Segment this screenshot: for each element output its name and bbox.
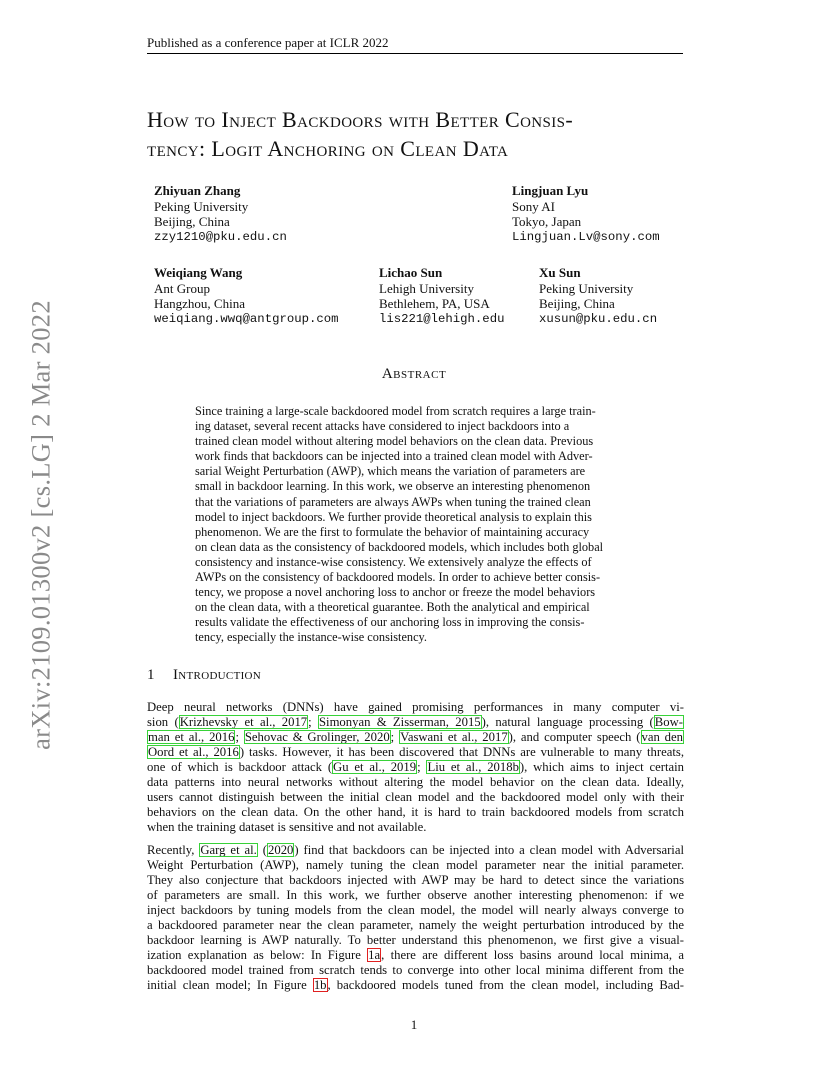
header-rule xyxy=(147,53,683,54)
arxiv-sidebar xyxy=(17,290,65,760)
abstract-line: that the variations of parameters are always AWPs when tuning the trained clean xyxy=(195,494,591,509)
text-line: Weight Perturbation (AWP), namely tuning the clean model parameter near the initial parameter. xyxy=(147,858,684,873)
abstract-line: tency, especially the instance-wise consistency. xyxy=(195,630,427,645)
citation-link[interactable]: 2020 xyxy=(268,843,294,857)
intro-paragraph-1 xyxy=(147,700,684,835)
citation-link[interactable]: Gu et al., 2019 xyxy=(333,760,417,775)
section-heading xyxy=(147,667,261,684)
author-affiliation: Lehigh University xyxy=(379,280,474,296)
citation-link[interactable]: Sehovac & Grolinger, 2020 xyxy=(244,730,390,745)
text-line: behaviors on the clean data. On the other hand, it is hard to train backdoored models from scratch xyxy=(147,805,684,820)
abstract-line: work finds that backdoors can be injected into a trained clean model with Adver- xyxy=(195,449,593,464)
author-location: Bethlehem, PA, USA xyxy=(379,296,490,311)
text-run: ; xyxy=(390,730,400,745)
text-line xyxy=(147,843,684,858)
author-name: Zhiyuan Zhang xyxy=(154,183,241,198)
text-line xyxy=(147,948,684,963)
text-run: ), which aims to inject certain xyxy=(519,760,684,775)
text-run: one of which is backdoor attack ( xyxy=(147,760,333,775)
text-run: , there are different loss basins around local minima, a xyxy=(381,948,684,963)
citation-link[interactable]: Vaswani et al., 2017 xyxy=(400,730,508,745)
text-line: backdoored model trained from scratch tends to converge into other local minima different from the xyxy=(147,963,684,978)
abstract-line: consistency and instance-wise consistency. We extensively analyze the effects of xyxy=(195,554,592,569)
author-affiliation: Peking University xyxy=(154,198,249,214)
text-run: initial clean model; In Figure xyxy=(147,978,313,993)
abstract-line: model to inject backdoors. We further provide theoretical analysis to explain this xyxy=(195,509,592,524)
abstract-line: phenomenon. We are the first to formulate the behavior of maintaining accuracy xyxy=(195,524,590,539)
abstract-line: Since training a large-scale backdoored model from scratch requires a large train- xyxy=(195,404,596,418)
author-block xyxy=(154,183,287,245)
abstract-line: results validate the effectiveness of our anchoring loss in improving the consis- xyxy=(195,615,585,630)
paper-title xyxy=(147,105,707,163)
text-line xyxy=(147,745,684,760)
author-location: Hangzhou, China xyxy=(154,296,245,311)
text-line: a backdoored parameter near the clean parameter, namely the weight perturbation introduced by the xyxy=(147,918,684,933)
text-run: ), and computer speech ( xyxy=(508,730,641,745)
author-block xyxy=(379,265,504,327)
author-name: Lingjuan Lyu xyxy=(512,183,589,198)
figure-reference-link[interactable]: 1b xyxy=(313,978,327,993)
text-line: backdoor learning is AWP naturally. To better understand this phenomenon, we first give a visual- xyxy=(147,933,684,948)
text-run: ) find that backdoors can be injected into a clean model with Adversarial xyxy=(294,843,684,857)
citation-link[interactable]: Simonyan & Zisserman, 2015 xyxy=(318,715,481,730)
text-run: Recently, xyxy=(147,843,200,857)
text-line xyxy=(147,715,684,730)
author-location: Tokyo, Japan xyxy=(512,214,582,229)
page-number: 1 xyxy=(410,1017,418,1032)
text-line xyxy=(147,760,684,775)
arxiv-identifier: arXiv:2109.01300v2 [cs.LG] 2 Mar 2022 xyxy=(25,300,56,750)
author-location: Beijing, China xyxy=(539,296,615,311)
text-line xyxy=(147,730,684,745)
text-line: data patterns into neural networks without altering the model behavior on the clean data. Ideally, xyxy=(147,775,684,790)
abstract-line: trained clean model without altering model behaviors on the clean data. Previous xyxy=(195,434,594,449)
text-run: sion ( xyxy=(147,715,179,730)
author-email[interactable]: xusun@pku.edu.cn xyxy=(539,311,658,326)
text-line: Deep neural networks (DNNs) have gained promising performances in many computer vi- xyxy=(147,700,684,714)
author-affiliation: Sony AI xyxy=(512,198,555,214)
author-affiliation: Peking University xyxy=(539,280,634,296)
citation-link[interactable]: van den xyxy=(641,730,683,745)
text-line: when the training dataset is sensitive and not available. xyxy=(147,820,427,835)
text-run: ) tasks. However, it has been discovered that DNNs are vulnerable to many threats, xyxy=(239,745,684,760)
author-email[interactable]: lis221@lehigh.edu xyxy=(379,311,505,326)
author-email[interactable]: Lingjuan.Lv@sony.com xyxy=(512,229,660,244)
running-header: Published as a conference paper at ICLR 2022 xyxy=(147,35,389,50)
abstract-line: small in backdoor learning. In this work, we observe an interesting phenomenon xyxy=(195,479,591,494)
text-run: ; xyxy=(235,730,244,745)
text-line: users cannot distinguish between the initial clean model and the backdoored model only with their xyxy=(147,790,684,805)
author-block xyxy=(512,183,660,245)
author-name: Lichao Sun xyxy=(379,265,443,280)
author-email[interactable]: zzy1210@pku.edu.cn xyxy=(154,229,287,244)
author-block xyxy=(154,265,338,327)
intro-paragraph-2 xyxy=(147,843,684,993)
citation-link[interactable]: Liu et al., 2018b xyxy=(427,760,519,775)
text-run: ), natural language processing ( xyxy=(481,715,654,730)
citation-link[interactable]: Krizhevsky et al., 2017 xyxy=(179,715,308,730)
abstract-line: tency, we propose a novel anchoring loss to anchor or freeze the model behaviors xyxy=(195,585,596,600)
abstract-heading: Abstract xyxy=(381,366,447,382)
abstract-line: ing dataset, several recent attacks have considered to inject backdoors into a xyxy=(195,419,570,434)
figure-reference-link[interactable]: 1a xyxy=(368,948,381,963)
section-number: 1 xyxy=(147,667,155,683)
abstract-line: on the clean data, with a theoretical guarantee. Both the analytical and empirical xyxy=(195,600,590,615)
text-line: of parameters are small. In this work, we further observe another interesting phenomenon: if we xyxy=(147,888,684,903)
section-title: Introduction xyxy=(173,667,262,683)
text-run: ; xyxy=(308,715,318,730)
abstract-line: on clean data as the consistency of backdoored models, which includes both global xyxy=(195,539,604,554)
citation-link[interactable]: man et al., 2016 xyxy=(148,730,235,745)
abstract-line: AWPs on the consistency of backdoored models. In order to achieve better consis- xyxy=(195,570,601,585)
text-line: inject backdoors by tuning models from the clean model, the model will nearly always converge to xyxy=(147,903,684,918)
author-location: Beijing, China xyxy=(154,214,230,229)
author-name: Weiqiang Wang xyxy=(154,265,243,280)
author-affiliation: Ant Group xyxy=(154,280,210,296)
title-line-1: How to Inject Backdoors with Better Consis- xyxy=(147,107,574,132)
citation-link[interactable]: Garg et al. xyxy=(200,843,257,857)
text-line xyxy=(147,978,684,993)
text-line: They also conjecture that backdoors injected with AWP may be hard to detect since the variations xyxy=(147,873,684,888)
author-email[interactable]: weiqiang.wwq@antgroup.com xyxy=(154,311,339,326)
title-line-2: tency: Logit Anchoring on Clean Data xyxy=(147,136,509,161)
citation-link[interactable]: Bow- xyxy=(654,715,683,730)
abstract-body xyxy=(195,404,633,646)
author-block xyxy=(539,265,657,327)
author-name: Xu Sun xyxy=(539,265,581,280)
text-run: ; xyxy=(417,760,427,775)
abstract-line: sarial Weight Perturbation (AWP), which means the variation of parameters are xyxy=(195,464,586,479)
text-run: ization explanation as below: In Figure xyxy=(147,948,368,963)
text-run: ( xyxy=(257,843,268,857)
text-run: , backdoored models tuned from the clean model, including Bad- xyxy=(327,978,685,993)
citation-link[interactable]: Oord et al., 2016 xyxy=(148,745,239,760)
